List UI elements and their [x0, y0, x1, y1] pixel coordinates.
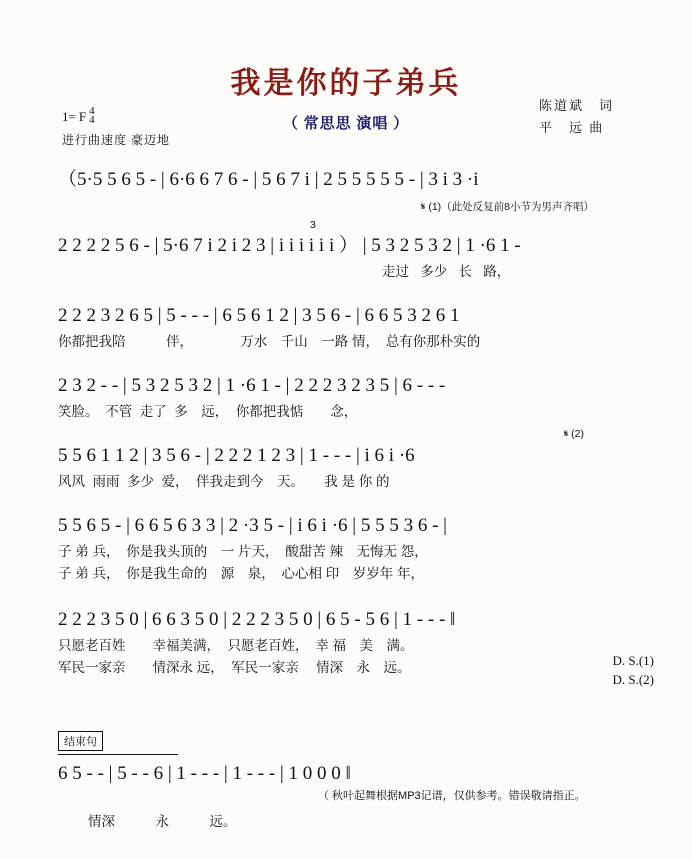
repeat-annotation — [421, 199, 594, 214]
repeat-note-text: (1)（此处反复前8小节为男声齐唱） — [428, 201, 594, 213]
triplet-mark: 3 — [310, 219, 316, 231]
segno-icon-2: 𝄋 — [563, 428, 569, 440]
transcription-note: （ 秋叶起舞根据MP3记谱，仅供参考。错误敬请指正。 — [318, 790, 586, 802]
time-signature — [89, 107, 95, 125]
meter-numerator: 4 — [89, 105, 95, 117]
ending-bracket — [58, 754, 178, 755]
music-line-7 — [58, 605, 654, 687]
ending-section-box: 结束句 — [58, 731, 103, 751]
notes-6: 5 5 6 5 - | 6 6 5 6 3 3 | 2 ·3 5 - | i 6 i ·6 | 5 5 5 3 6 - | — [58, 515, 447, 536]
music-line-5 — [58, 428, 654, 493]
music-line-4 — [58, 371, 654, 423]
key-value: F — [78, 109, 87, 124]
key-prefix: 1= — [62, 109, 76, 124]
music-line-8 — [58, 731, 654, 855]
meter-denominator: 4 — [89, 114, 95, 126]
singer-line: （ 常思思 演唱 ） — [282, 116, 410, 132]
ds-1: D. S.(1) — [612, 653, 654, 668]
lyricist: 陈道斌 词 — [538, 98, 614, 113]
lyrics-7b: 军民一家亲 情深永 远， 军民一家亲 情深 永 远。 — [58, 660, 411, 675]
lyrics-2: 走过 多少 长 路， — [58, 264, 511, 279]
notes-8: 6 5 - - | 5 - - 6 | 1 - - - | 1 - - - | 1 0 0 0 ‖ — [58, 763, 351, 784]
notes-2: 2 2 2 2 5 6 - | 5·6 7 i 2 i 2 3 | i i i i i i ） | 5 3 2 5 3 2 | 1 ·6 1 - — [58, 235, 521, 256]
lyrics-4: 笑脸。 不管 走了 多 远， 你都把我惦 念， — [58, 404, 358, 419]
lyrics-6b: 子 弟 兵， 你是我生命的 源 泉， 心心相 印 岁岁年 年， — [58, 566, 425, 581]
ds-2: D. S.(2) — [612, 672, 654, 687]
lyrics-5: 风风 雨雨 多少 爱， 伴我走到今 天。 我 是 你 的 — [58, 474, 390, 489]
lyrics-3: 你都把我陪 伴， 万水 千山 一路 情， 总有你那朴实的 — [58, 334, 481, 349]
segno-label-2: (2) — [571, 428, 584, 440]
music-line-2 — [58, 219, 654, 283]
notes-1: （5·5 5 6 5 - | 6·6 6 7 6 - | 5 6 7 i | 2 5 5 5 5 5 - | 3 i 3 ·i — [58, 169, 479, 190]
lyrics-8-text: 情深 永 远。 — [88, 814, 237, 829]
segno-mark-2 — [564, 428, 584, 441]
lyrics-6a: 子 弟 兵， 你是我头顶的 一 片天， 酸甜苦 辣 无悔无 怨， — [58, 544, 428, 559]
notes-3: 2 2 2 3 2 6 5 | 5 - - - | 6 5 6 1 2 | 3 5 6 - | 6 6 5 3 2 6 1 — [58, 305, 460, 326]
ds-marks — [612, 651, 654, 689]
composer: 平 远 曲 — [538, 120, 605, 135]
tempo-marking: 进行曲速度 豪迈地 — [62, 133, 171, 147]
notes-5: 5 5 6 1 1 2 | 3 5 6 - | 2 2 2 1 2 3 | 1 - - - | i 6 i ·6 — [58, 445, 415, 466]
music-line-3 — [58, 301, 654, 353]
music-line-1 — [58, 165, 654, 213]
key-and-tempo — [62, 105, 171, 149]
segno-icon-1: 𝄋 — [420, 201, 426, 213]
page-title: 我是你的子弟兵 — [230, 67, 462, 100]
music-body — [58, 165, 654, 859]
music-line-6 — [58, 511, 654, 585]
notes-4: 2 3 2 - - | 5 3 2 5 3 2 | 1 ·6 1 - | 2 2 2 3 2 3 5 | 6 - - - — [58, 375, 446, 396]
credits — [539, 95, 614, 139]
lyrics-7a: 只愿老百姓 幸福美满， 只愿老百姓， 幸 福 美 满。 — [58, 638, 414, 653]
notes-7: 2 2 2 3 5 0 | 6 6 3 5 0 | 2 2 2 3 5 0 | 6 5 - 5 6 | 1 - - - ‖ — [58, 609, 456, 630]
